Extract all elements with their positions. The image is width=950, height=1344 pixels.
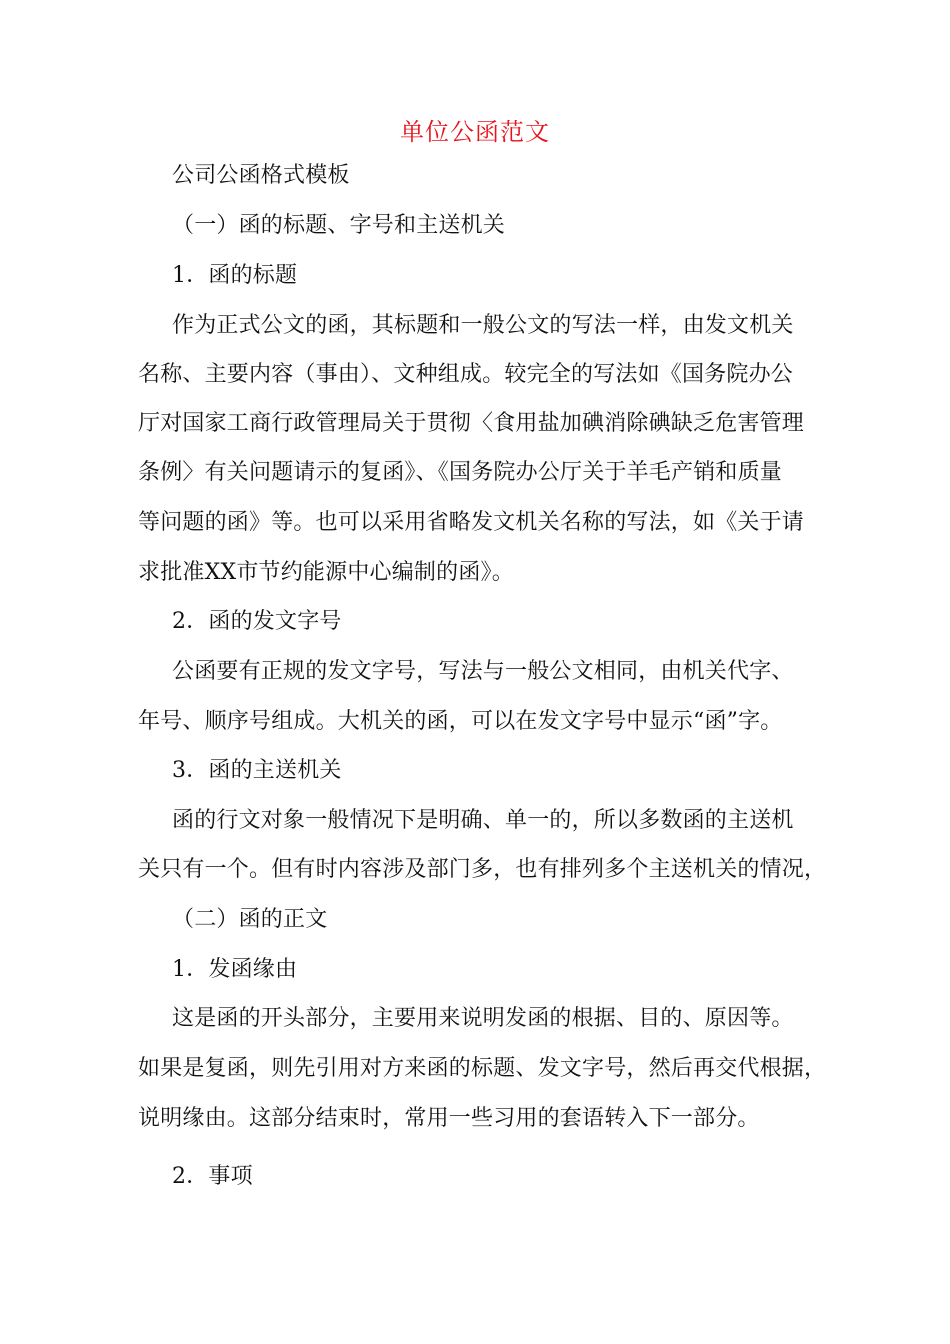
paragraph-line: 作为正式公文的函，其标题和一般公文的写法一样，由发文机关 bbox=[172, 313, 794, 338]
document-title: 单位公函范文 bbox=[400, 118, 550, 146]
paragraph-line: 厅对国家工商行政管理局关于贯彻〈食用盐加碘消除碘缺乏危害管理 bbox=[138, 411, 805, 436]
paragraph-line: 说明缘由。这部分结束时，常用一些习用的套语转入下一部分。 bbox=[138, 1106, 760, 1131]
paragraph-line: 年号、顺序号组成。大机关的函，可以在发文字号中显示“函”字。 bbox=[138, 709, 783, 734]
paragraph-line: 函的行文对象一般情况下是明确、单一的，所以多数函的主送机 bbox=[172, 808, 794, 833]
paragraph-line: 名称、主要内容（事由）、文种组成。较完全的写法如《国务院办公 bbox=[138, 362, 794, 387]
paragraph-line: 如果是复函，则先引用对方来函的标题、发文字号，然后再交代根据， bbox=[138, 1056, 827, 1081]
section-heading-template: 公司公函格式模板 bbox=[172, 163, 350, 188]
paragraph-line: 条例〉有关问题请示的复函》、《国务院办公厅关于羊毛产销和质量 bbox=[138, 460, 783, 485]
paragraph-line: 公函要有正规的发文字号，写法与一般公文相同，由机关代字、 bbox=[172, 659, 794, 684]
subheading-recipient: 3．函的主送机关 bbox=[172, 758, 342, 783]
subheading-document-number: 2．函的发文字号 bbox=[172, 609, 342, 634]
subheading-matters: 2．事项 bbox=[172, 1164, 253, 1189]
paragraph-line: 求批准XX市节约能源中心编制的函》。 bbox=[138, 560, 514, 585]
paragraph-line: 关只有一个。但有时内容涉及部门多，也有排列多个主送机关的情况， bbox=[138, 857, 827, 882]
subheading-title: 1．函的标题 bbox=[172, 263, 298, 288]
section-heading-2: （二）函的正文 bbox=[172, 907, 328, 932]
paragraph-line: 这是函的开头部分，主要用来说明发函的根据、目的、原因等。 bbox=[172, 1006, 794, 1031]
paragraph-line: 等问题的函》等。也可以采用省略发文机关名称的写法，如《关于请 bbox=[138, 510, 805, 535]
subheading-reason: 1．发函缘由 bbox=[172, 957, 298, 982]
section-heading-1: （一）函的标题、字号和主送机关 bbox=[172, 213, 506, 238]
